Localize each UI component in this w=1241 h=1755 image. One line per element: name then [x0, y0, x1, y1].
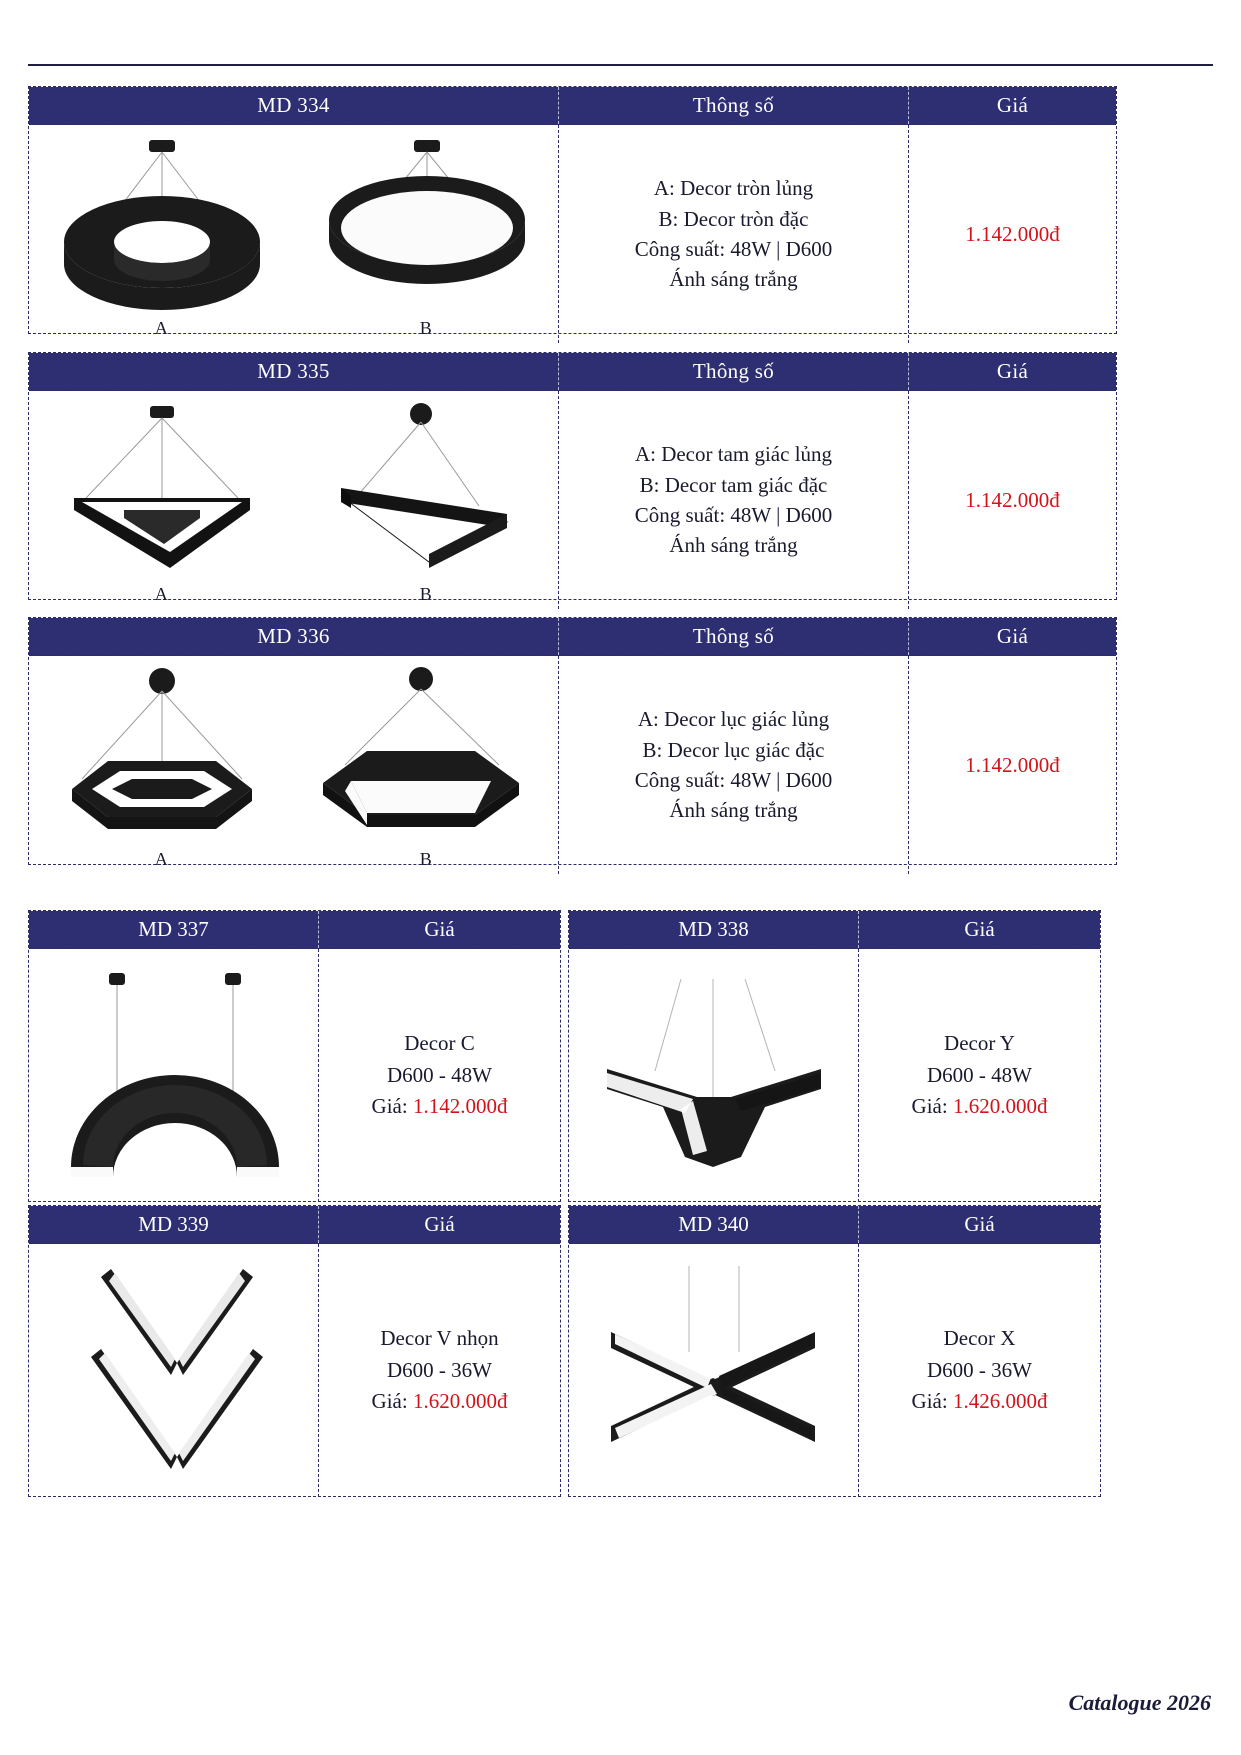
figure-b: [311, 656, 541, 870]
product-price-line: [912, 1091, 1048, 1123]
table-body-row: [29, 656, 1116, 874]
product-image-cell: [29, 391, 559, 609]
product-spec: D600 - 48W: [927, 1062, 1032, 1087]
product-table-md335: [28, 352, 1117, 604]
spec-line: B: Decor tam giác đặc: [639, 472, 828, 497]
price-column-header: Giá: [424, 1212, 455, 1236]
product-table-md340: [568, 1205, 1101, 1497]
product-price: 1.142.000đ: [965, 487, 1060, 512]
spec-line: Công suất: 48W | D600: [634, 237, 833, 261]
spec-column-header: Thông số: [559, 87, 909, 124]
product-price: 1.142.000đ: [965, 752, 1060, 777]
table-header-row: [569, 1206, 1100, 1244]
product-price-line: [372, 1091, 508, 1123]
product-info-cell: [319, 949, 560, 1202]
price-column-header: Giá: [996, 93, 1029, 117]
table-header-row: [569, 911, 1100, 949]
figure-a: [46, 125, 276, 339]
top-divider: [28, 64, 1213, 66]
product-code: MD 336: [29, 618, 559, 655]
table-header-row: [29, 87, 1116, 125]
product-spec-cell: [559, 656, 909, 874]
product-spec: D600 - 36W: [387, 1357, 492, 1382]
product-code: MD 339: [29, 1206, 319, 1243]
table-body-row: [29, 391, 1116, 609]
product-name: Decor C: [404, 1031, 475, 1056]
product-price: 1.142.000đ: [412, 1094, 508, 1119]
table-body-row: [29, 949, 560, 1202]
spec-line: Ánh sáng trắng: [669, 533, 798, 558]
product-spec: D600 - 48W: [387, 1062, 492, 1087]
table-header-row: [29, 353, 1116, 391]
price-column-header: Giá: [964, 917, 995, 941]
hexagon-pendant-lamp-icon: [46, 667, 276, 847]
product-image-cell: [569, 1244, 859, 1497]
product-spec: D600 - 36W: [927, 1357, 1032, 1382]
triangle-solid-pendant-lamp-icon: [311, 402, 541, 582]
product-price: 1.426.000đ: [952, 1389, 1048, 1414]
price-label: Giá:: [911, 1094, 953, 1119]
spec-column-header: Thông số: [559, 618, 909, 655]
product-code: MD 335: [29, 353, 559, 390]
figure-b: [311, 391, 541, 605]
price-label: Giá:: [371, 1094, 413, 1119]
product-price-line: [372, 1386, 508, 1418]
spec-line: Công suất: 48W | D600: [634, 503, 833, 527]
price-column-header: Giá: [996, 624, 1029, 648]
x-shape-pendant-lamp-icon: [589, 1256, 839, 1486]
spec-line: Công suất: 48W | D600: [634, 768, 833, 792]
product-spec-cell: [559, 125, 909, 343]
price-label: Giá:: [911, 1389, 953, 1414]
spec-line: A: Decor tròn lủng: [653, 176, 814, 201]
product-code: MD 337: [29, 911, 319, 948]
spec-line: Ánh sáng trắng: [669, 798, 798, 823]
product-image-cell: [29, 125, 559, 343]
product-info-cell: [859, 949, 1100, 1202]
product-image-cell: [29, 949, 319, 1202]
spec-line: B: Decor tròn đặc: [658, 206, 809, 231]
spec-column-header: Thông số: [559, 353, 909, 390]
product-price-line: [912, 1386, 1048, 1418]
product-table-md336: [28, 617, 1117, 869]
spec-line: A: Decor lục giác lủng: [637, 707, 830, 732]
table-header-row: [29, 618, 1116, 656]
price-column-header: Giá: [996, 359, 1029, 383]
product-code: MD 334: [29, 87, 559, 124]
disc-pendant-lamp-icon: [311, 136, 541, 316]
table-body-row: [569, 949, 1100, 1202]
figure-label-b: B: [419, 318, 432, 338]
product-table-md337: [28, 910, 561, 1202]
price-column-header: Giá: [964, 1212, 995, 1236]
arc-c-pendant-lamp-icon: [49, 961, 299, 1191]
product-image-cell: [29, 656, 559, 874]
v-shape-pendant-lamp-icon: [49, 1251, 299, 1491]
page-footer: Catalogue 2026: [1068, 1690, 1211, 1715]
product-name: Decor V nhọn: [380, 1326, 499, 1351]
spec-line: Ánh sáng trắng: [669, 267, 798, 292]
figure-label-a: A: [154, 584, 168, 604]
product-image-cell: [29, 1244, 319, 1497]
product-spec-cell: [559, 391, 909, 609]
table-body-row: [29, 1244, 560, 1497]
figure-b: [311, 125, 541, 339]
product-info-cell: [859, 1244, 1100, 1497]
spec-line: A: Decor tam giác lủng: [634, 442, 833, 467]
price-column-header: Giá: [424, 917, 455, 941]
figure-label-a: A: [154, 849, 168, 869]
figure-label-a: A: [154, 318, 168, 338]
price-label: Giá:: [371, 1389, 413, 1414]
product-table-md334: [28, 86, 1117, 338]
product-name: Decor X: [943, 1326, 1016, 1351]
figure-a: [46, 656, 276, 870]
figure-label-b: B: [419, 849, 432, 869]
table-body-row: [569, 1244, 1100, 1497]
table-body-row: [29, 125, 1116, 343]
table-header-row: [29, 1206, 560, 1244]
product-table-md338: [568, 910, 1101, 1202]
product-price: 1.620.000đ: [412, 1389, 508, 1414]
ring-pendant-lamp-icon: [46, 136, 276, 316]
spec-line: B: Decor lục giác đặc: [642, 737, 825, 762]
product-price: 1.620.000đ: [952, 1094, 1048, 1119]
table-header-row: [29, 911, 560, 949]
product-price: 1.142.000đ: [965, 221, 1060, 246]
product-name: Decor Y: [944, 1031, 1015, 1056]
product-image-cell: [569, 949, 859, 1202]
triangle-pendant-lamp-icon: [46, 402, 276, 582]
product-info-cell: [319, 1244, 560, 1497]
figure-label-b: B: [419, 584, 432, 604]
product-table-md339: [28, 1205, 561, 1497]
product-code: MD 338: [569, 911, 859, 948]
figure-a: [46, 391, 276, 605]
y-shape-pendant-lamp-icon: [589, 961, 839, 1191]
hexagon-solid-pendant-lamp-icon: [311, 667, 541, 847]
product-code: MD 340: [569, 1206, 859, 1243]
